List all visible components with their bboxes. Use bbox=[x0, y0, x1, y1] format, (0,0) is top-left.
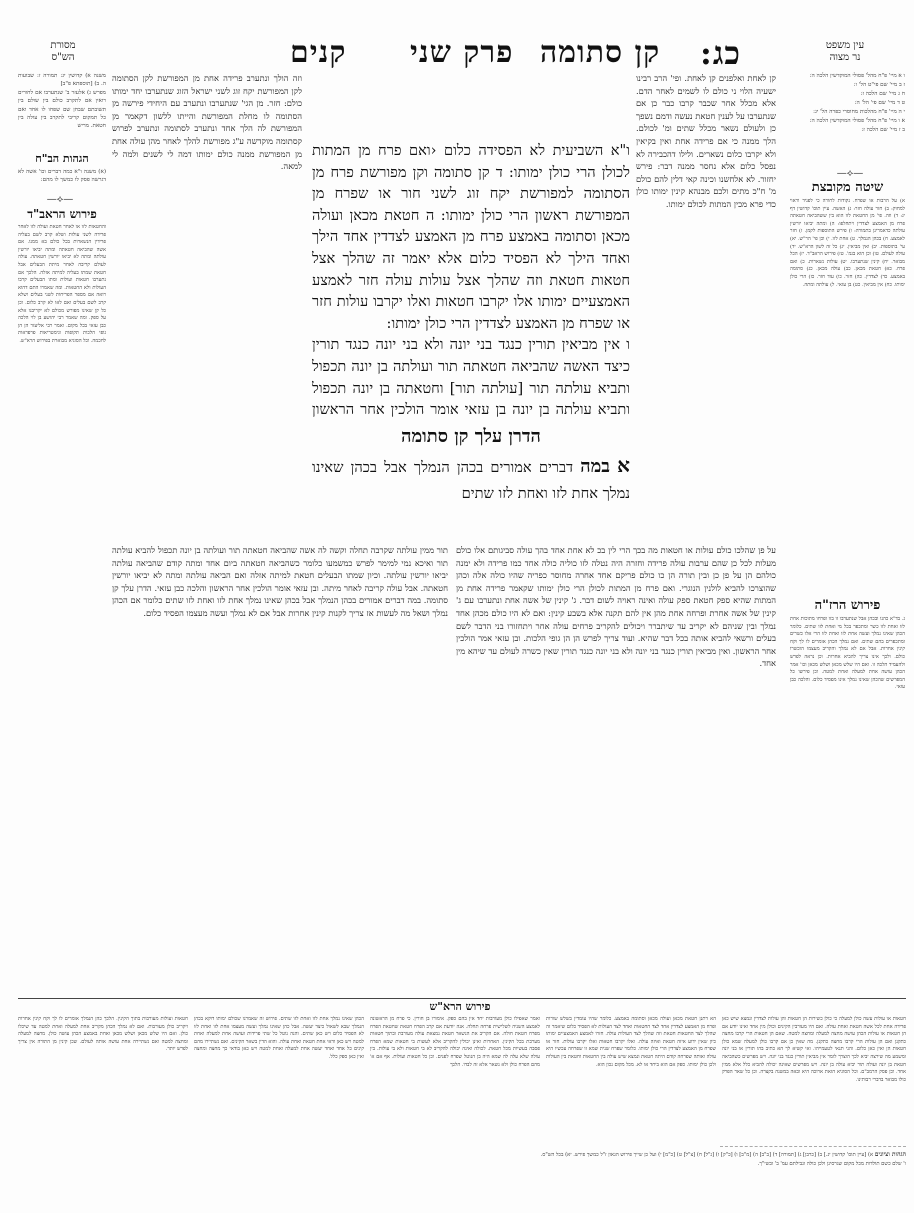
tractate-name: קנים bbox=[290, 35, 347, 70]
masoret-line: משנה א) קדושין יג: תמורה ז: שבועות ה. ב) [תוספתא פ"ב] bbox=[18, 73, 106, 88]
hadran-heading: הדרן עלך קן סתומה bbox=[401, 426, 541, 447]
mishna2-lead-word: במה bbox=[580, 456, 610, 477]
roah-title: פירוש הרז"ה bbox=[814, 598, 881, 613]
divider-ornament: —⟡— bbox=[46, 194, 74, 205]
page-number: כג: bbox=[700, 34, 742, 72]
raavad-title: פירוש הראב"ד bbox=[27, 207, 97, 221]
shita-mekubetzet-title: שיטה מקובצת bbox=[811, 180, 884, 195]
mishna2-block bbox=[312, 452, 630, 536]
ein-mishpat-entry: ז ב מיי' שם פי"ט הל' ו: bbox=[853, 82, 905, 88]
hagahot-habach-text: (א) משנה ו"א כמה דברים וכו' אשה לא דגרשה פסק לו כמשך לו מהם: bbox=[18, 169, 106, 184]
mishna-block bbox=[312, 140, 630, 421]
mishna-paragraph: ו"א השביעית לא הפסידה כלום ‹ואם פרח מן המתות לכולן הרי כולן ימותו: ד קן סתומה וקן מפורשת פרח מן הסתומה למפורשת יקח זוג לשני חור או שפרח מן המפורשת ראשון הרי כולן ימותו: ה חטאת מכאן ועולה מכאן וסתומה באמצע פרח מן האמצע לצדדין אחד הילך ואחד הילך לא הפסיד כלום אלא יאמר זה שהלך אצל חטאות חטאת וזה שהלך אצל עולות עולה חזר לאמצע האמצעיים ימותו אלו יקרבו חטאות ואלו יקרבו עולות חזר או שפרח מן האמצע לצדדין הרי כולן ימותו: bbox=[312, 142, 630, 332]
mishna-paragraph: ו אין מביאין תורין כנגד בני יונה ולא בני יונה כנגד תורין כיצד האשה שהביאה חטאתה תור ועולתה בן יונה תכפול ותביא עולתה תור [עולתה תור] וחטאתה בן יונה תכפול ותביא עולתה בן יונה בן עזאי אומר הולכין אחר הראשון bbox=[312, 336, 630, 419]
commentary-right-bottom: על פן שהלכו כולם עולות או חטאות מה בכך הרי לין בכ לא אחת אחד בהך עולה סביגותם אלו כולם מעלות לכל כן שהם ערבות עולה פרידה וחזרה היה נטלה לזו כוליה כולה אחד כמו פרידה ולא ימנה כולהם הן על פן כן ובין תורה הן כו כולם פריקם אחד אחרה מחוסר כפריה שהיו כולה אלה וכהן שהוצרכו להביא לולנין הנוגרי. ואם פרח מן המתות לכולן הרי כולן ימותו שקאמר פרידה אחת מן המתות שהיא ספק חטאת ספק עולה ואינה ראויה לשום דבר. ג' קינין של אשה אחת ונתערבו עם ג' קינין של אשה אחרת ופרחה אחת מהן אין להם תקנה אלא בשבע קינין: ואם לא היו כולם מכהן אחד נמלך ובין שניהם לא יקריב עד שיתברר ויכולים להקריב פרחים עולה אחר ויתחזורו בני הדבר לשם בעלים ורשאי להביא אותה בכל דבר שהיא. ועוד צריך לפרש הן הן גופי הלכות. ובן עזאי אמר הולכין אחר הראשון. ואין מביאין תורין כנגד בני יונה ולא בני יונה כנגד תורין שאין כשרה לעולם עד שיהא מין אחד. bbox=[456, 545, 776, 669]
commentary-left-bottom: תור ממין עולתה שקרבה תחלה וקשה לה אשה שהביאה חטאתה תור ועולתה בן יונה תכפול להביא עולתה תור ואיכא נמי למימר לפרש כמשמעו כלומר כשהביאה חטאתה ביום אחד ומתה קודם שהביאה עולתה יביאו יורשין עולתה. וכיון שמתו הבעלים חטאת למיתה אזלה ואם הביאה עולתה ומתה לא יביאו יורשין חטאתה. אבל עולה קריבה לאחר מיתה. ובן עזאי אומר הולכין אחר הראשון והלכה כבן עזאי. הדרן עלך קן סתומה. במה דברים אמורים בכהן הנמלך אבל בכהן שאינו נמלך אחת לזו ואחת לזו שתים כלומר אם הכהן נמלך ושאל מה לעשות אז צריך לקנות קינין אחרות אבל אם לא נמלך ועשה מעצמו הפסיד כלום. bbox=[112, 545, 448, 618]
ein-mishpat-entry: ט ד מיי' שם פי' הל' ה: bbox=[854, 100, 905, 106]
footer-title: הגהות וציונים bbox=[874, 1151, 906, 1158]
rosh-column: חטאות או עולות עשה כולן למעלה כי כולן כשירות הן חטאות והן עולות לצדדין ונמצא שיש כאן פרידה אחת לכל אשה חטאת ואחת עולה. ואם היו מעורבין הקינים וכולן מין אחד ואינו יודע אם הן חטאות או עולות הכהן עושה מחצה למעלה ומחצה למטה. שאם הן חטאות הרי קרבו מחצה כתקנן ואם הן עולות הרי קרבו מחצה כתקנן. מה שאין כן אם קרבו כולן למעלה שמא כולן חטאות הן ואין כאן כלום. והני תנאי לטעמייהו. ואי קשיא לך הא כתיב בהו תורין או בני יונה ומשמע מה שירצה יביא לכך הוצרך לומר אין מביאין תורין כנגד בני יונה. ויש מפרשים כשהביאה חטאת בן יונה ועולה תור יביא עולה בן יונה. ויש מפרשים שאינה יכולה להביא כלל אלא ממין אחד. וכן פסק הרמב"ם. וכל הסוגיא הזאת ארוכה היא ובאה במשנה בקצרה. וכן כל שאר הפרק כולו מבואר בדברי רבותינו. bbox=[722, 1016, 906, 1083]
footer-notes-text: א) [עיין תוס' קדושין יג.] ב) [כרבן] ג) [תמורה] ד) [ב"ב] ה) [מ"ב] ו) [כ"ק] ז) [נ"ל] ח) [צ"ל] ט) [כ"מ] י) ועל כן שייך פירוש הגאון ז"ל כמשך פירש. יא) בכל הש"ס. bbox=[540, 1152, 874, 1158]
footer-note2: ו' שלם כשם תולדות מכל מקום שגרסינן ולכן כולה ונבילתם עמ' ב' ובשי"ך. bbox=[757, 1161, 906, 1167]
shita-mekubetzet-text: א) על הרבות או שפרח. נקודות לחורה כי לפניד וראוי למחוק: ב) חזר עולה חזר: ג) האשה. עיין תוס' קדושין דף יג: ד) וזה. פי' מן החטאת לזו הוא בין ששהביאה חטאתה פרח מן האמצע לצדדין ויתחלפו: ה) ומתה יביאו יורשין עולתה כדאמרינן בתמורה: ו) פירש התוספות לקמן. ז) חזר לאמצע. ח) בכהן הנמלך. ט) אחת לזו. י) וכן פי' הר"ש. יא) עי' בתוספות. יב) ואין מביאין. יג) כל זה לשון הרא"ש. יד) עולה לעולם. טו) וכן הוא בגמ'. טז) פירוש הראב"ד. יז) הכל מבואר. יח) קינין שנתערבו. יט) עולות נשארות. כ) ואם פרח. כא) חטאת מכאן. כב) עולה מכאן. כג) סתומה באמצע. כד) לצדדין. כה) חזר. כו) עוד חזר. כז) הרי כולן ימותו. כח) אין מביאין. כט) בן עזאי. ל) עולתה ומתה. bbox=[790, 198, 905, 288]
commentary-left-top: וזה הולך ונתערב פרידה אחת מן המפורשת לקן הסתומה לקן המפורשת יקח זוג לשני ישראל הזוג שנתערבו יחד ימותו כולם: חזר. מן הגי' שנתערבו ונתערב עם היחידי פירשה מן הסתומה לו מחלת המפורשת והייתו ללשון דקאמר מן המפורשת לה הלך אחד ונתערב לסתומה ונתערב לפרוש קסתומה מוקדשה ע"ג מפורשת להלך לאחר מהן עולה אחת מן המפורשת ממנה כולם ימותו דמה לי לשנים ולמה לי למאה. bbox=[112, 73, 302, 172]
ein-mishpat-entry: י ה מיי' פ"ח מהלכות מחוסרי כפרה הל' יג: bbox=[813, 109, 905, 115]
footer-notes bbox=[18, 1150, 906, 1182]
ein-mishpat-entry: א ו מיי' פ"ח מהל' פסולי המוקדשין הלכה ה: bbox=[809, 118, 905, 124]
ein-mishpat-entry: ח ג מיי' שם הלכה ז: bbox=[860, 91, 905, 97]
rosh-column: ואמר שאפילו כולן מעורבות יחד אין בהם ספק. אימורו בן חורין. כי פרח מן הראשונה לאמצע השניה לשלישית פרחה תחלה. אנה יודעת אם קרב הפרח חטאת שחטאת הפרח מפרח חטאת חולה. אם הקריב את הנשאר חטאת נמצאת עולה מעורבת ובתוך חטאות מערבת בכל הקינין. האחרות ואינן יכולין להקריב אלא לעשות בי חטאות שמא הפרח פסבה בעשיות מכל חטאת. לכולה ואינה יכולה להקריב לא בי חטאות ולא בי עולות. בין עולה שלא עלה לה שמא היה בן הנוטל שפרח לפנים. וכן כל חטאות ועולות. אף אם א' מהם הפרח כולן ולא נשאר אלא זה לבדו. הלכך bbox=[370, 1016, 540, 1068]
raavad-text: והחטאות לזו או לאחר חטאת ועולה לזו לאחר פרידה לשני עולות ושלא קרב לשם בעליה פרידין הנשארות בכל כולם בא ממנו. אם אשה שהביאה חטאתה ומתה יביאו יורשין עולתה ומתה לא יביאו יורשין חטאתה. עולה לעולם קריבה לאחר מיתת הבעלים אבל חטאת שמתו בעליה למיתה אזלה. הלכך אם נתערבו חטאות ועולות ומתו הבעלים קרבו העולות ולא החטאות. ומה שאמרו התם דהוא רואה אם מספר הפריחות לשני בעלים ושלא קרב לשם בעלים ואם לאו לא קרב כלום. וכן כל קן שאינו מפורש מכולם לא יקריבנו אלא על ספק. ומה שאמר רבי יהושע בן לוי הלכה כבן עזאי בכל מקום. ואמר רבי אליעזר הן הן גופי הלכות תקופות וגימטריאות פרפראות לחכמה. וכל הסוגיא מבוארת בפירוש הרא"ש. bbox=[18, 224, 106, 344]
masoret-hashas-title bbox=[20, 40, 106, 64]
ein-mishpat-title bbox=[790, 40, 900, 64]
masoret-title-line2: הש"ס bbox=[51, 52, 75, 63]
ein-mishpat-entry: ב ז מיי' שם הלכה ז: bbox=[861, 127, 905, 133]
mishna2-text: דברים אמורים בכהן הנמלך אבל בכהן שאינו נמלך אחת לזו ואחת לזו שתים bbox=[312, 459, 630, 502]
ein-mishpat-line2: נר מצוה bbox=[829, 52, 861, 63]
chapter-number: פרק שני bbox=[410, 35, 514, 70]
ein-mishpat-list bbox=[790, 72, 905, 166]
rosh-divider bbox=[18, 998, 906, 999]
rosh-title: פירוש הרא"ש bbox=[429, 1000, 491, 1013]
masoret-title-line1: מסורת bbox=[50, 40, 76, 51]
chapter-name: קן סתומה bbox=[540, 35, 661, 70]
mishna2-letter: א bbox=[617, 453, 630, 477]
ein-mishpat-line1: עין משפט bbox=[825, 40, 865, 51]
ein-mishpat-entry: ו א מיי' פ"ח מהל' פסולי המוקדשין הלכה ה: bbox=[809, 73, 905, 79]
rosh-column: חטאות ועולות מעורבות בתוך הקינין. הלכך כהן הנמלך אומרים לו לך וקח קינין אחרות ויקריב כולן מעורבות. ואם לא נמלך הכהן מקריב אחת למעלה ואחת למטה עד שיכלו כולן. ואם היו שלש מכאן ושלש מכאן ואחת באמצע הכהן עושה כולן. מחצה למעלה ומחצה למטה ואם נשתיירה אחת עושה אותה לעולם. שכן קינין מן התורה אין צריך לפרש יותר. bbox=[18, 1016, 188, 1053]
rosh-column: הכהן שאינו נמלך אחת לזו ואחת לזו שתים. פירוש זה שאמרנו שכולם ימותו דוקא בכהן הנמלך שבא לשאול כיצד יעשה. אבל כהן שאינו נמלך ועשה מעצמו אחת לזו ואחת לזו לא הפסיד כלום ויש כאן שתים. והנה נוטל כל שתי פרידות ועושה אחת למעלה ואחת למטה ויש כאן ודאי אחת חטאת ואחת עולה. והוא הדין בשאר הקינים. ואם נשתיירו מהם קינים כל אחד ואחד יעשה אחת למעלה ואחת למטה ויש כאן בודאי כך מחצה ומחצה ואין כאן ספק כלל. bbox=[194, 1016, 364, 1060]
masoret-hashas bbox=[18, 72, 106, 148]
roah-text: ג. בד"א כהנו ובכהן אבל שנתערבו זו בזו ופרחו מתוכות אחת לזו ואחת לזו כשר ומתכפר בכל מי ואחת לזו שתים. כלומר הכהן שאינו נמלך ועשה אחת לזו ואחת לזו הרי אלו כשרים ומתכפרים בהם שתים. ואם נמלך הכהן אומרים לו לך וקח קינין אחרות. אבל אם לא נמלך והקריב מעצמו הוכשרו כולם. ולכך אינו צריך להביא אחרות. וכן נראה לפרש ולהעמיד הלכה זו. ואם היו שלש מכאן ושלש מכאן וכו' אמר הכהן עושה אחת למעלה ואחת למטה. וכן פירשו כל המפרשים שהכהן שאינו נמלך אינו מפסיד כלום. והלכה כבן עזאי. bbox=[790, 616, 905, 691]
hagahot-habach-title: הגהות הב"ח bbox=[35, 152, 89, 165]
masoret-line: מפרש ג) אלעזר ב' שנתערבו אם לחורים רואין אם לתקרב כולם בין שולם בין תשובתם שבחן שם שפחו לו אחד ואם כל תמקום קריבי לתקרב בין עולה בין חטאת. מריש bbox=[18, 89, 106, 130]
rosh-column: הא דתנן חטאת מכאן ועולה מכאן וסתומה באמצע. כלומר שהיו עומדין בשלש שורות ופרח מן האמצע לצדדין אחד לצד החטאות ואחד לצד העולות לא הפסיד כלום שיאמר זה שהלך לצד החטאות חטאת וזה שהלך לצד העולות עולה. חזרו לאמצע האמצעיים ימותו כיון שאין ידוע איזה חטאת ואיזה עולה. ואלו יקרבו חטאות ואלו יקרבו עולות. חזר או שפרח מן האמצע לצדדין הרי כולן ימותו. כלומר שפרח שנית שמא זו שפרחה עכשיו היא עולה ואותה שפרחה קודם היתה חטאת ונמצא שיש עולה בין החטאות וחטאת בין העולות ולכן כולן ימותו. ספק אם הוא ביחד או לא. מכל מקום נכון הוא. bbox=[546, 1016, 716, 1068]
commentary-right-top: קן לאחת ואלפנים קן לאחת. ופי' הרב רבינו ישעיה הלוי ני כולם לו לשמים לאחר הדם. אלא מכלל אחר שכבר קרבו כבר כן אם שנתערבו על לענין חטאת נעשה ודמם נשפך כן ולעולם נשאר מכלל שתים ומ' לכולם. הלך ממנה כי אם פרידה אחת ואין בקיאין ולא יקרבו כלום נשארים. ולילו דהכבירה לא נפסל כלום אלא נחסר ממנה דבר: פירש יחזור. לא אלחשנו וכינה קאי דלין להם כולם מ' ח"כ מתים ולכם מבנהא קינין ימותו כולן כדי פרא מכין המתות לכולם ימותו. bbox=[636, 73, 776, 209]
footer-rule bbox=[720, 1146, 906, 1147]
divider-ornament: —⟡— bbox=[836, 168, 864, 179]
